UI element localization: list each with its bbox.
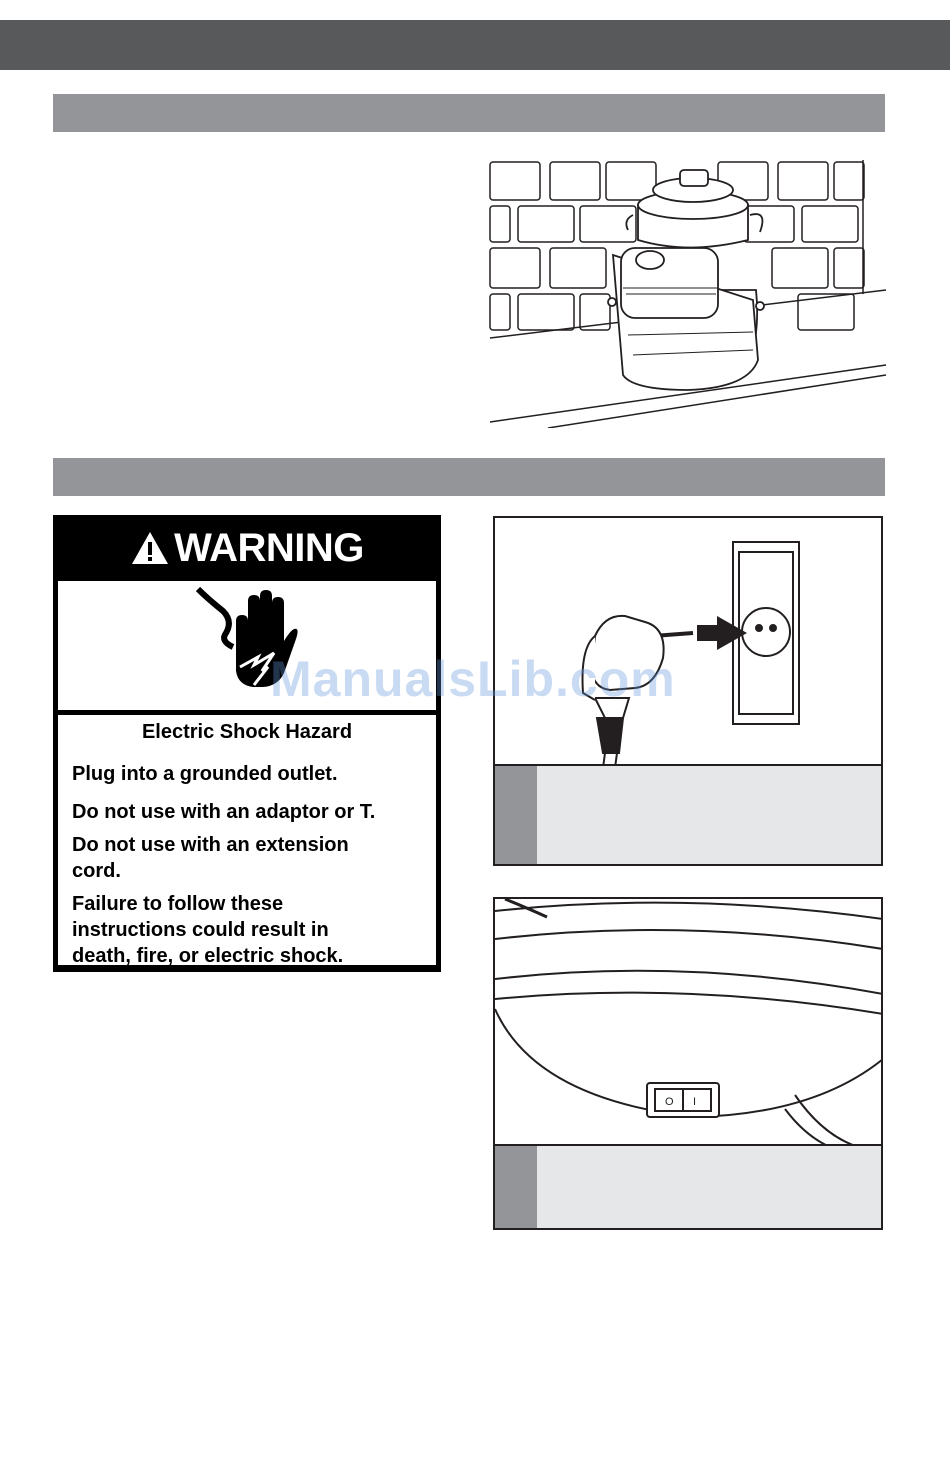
step-number-block <box>495 1146 537 1228</box>
warning-line: Do not use with an adaptor or T. <box>72 801 376 823</box>
power-switch-figure <box>493 897 883 1230</box>
warning-heading: WARNING <box>174 525 364 570</box>
warning-triangle-icon <box>130 530 170 566</box>
warning-header <box>53 515 441 581</box>
hazard-title: Electric Shock Hazard <box>141 721 353 743</box>
warning-line: Failure to follow these instructions could result in death, fire, or electric shock. <box>72 893 344 967</box>
warning-line: Do not use with an extension cord. <box>72 834 349 882</box>
watermark: ManualsLib.com <box>270 651 676 707</box>
switch-on-label: I <box>693 1096 697 1108</box>
warning-line: Plug into a grounded outlet. <box>72 763 338 785</box>
figure-caption <box>495 764 881 864</box>
section-bar-placement <box>53 94 885 132</box>
header-bar <box>0 20 950 70</box>
power-switch-icon <box>647 1083 719 1117</box>
section-bar-electrical <box>53 458 885 496</box>
warning-text-panel <box>58 715 436 965</box>
switch-off-label: O <box>665 1096 674 1108</box>
figure-caption <box>495 1144 881 1228</box>
step-number-block <box>495 766 537 864</box>
plug-outlet-illustration <box>495 518 881 768</box>
warning-box <box>53 515 441 972</box>
appliance-on-counter-illustration <box>488 160 888 428</box>
appliance-base-illustration <box>495 899 881 1146</box>
